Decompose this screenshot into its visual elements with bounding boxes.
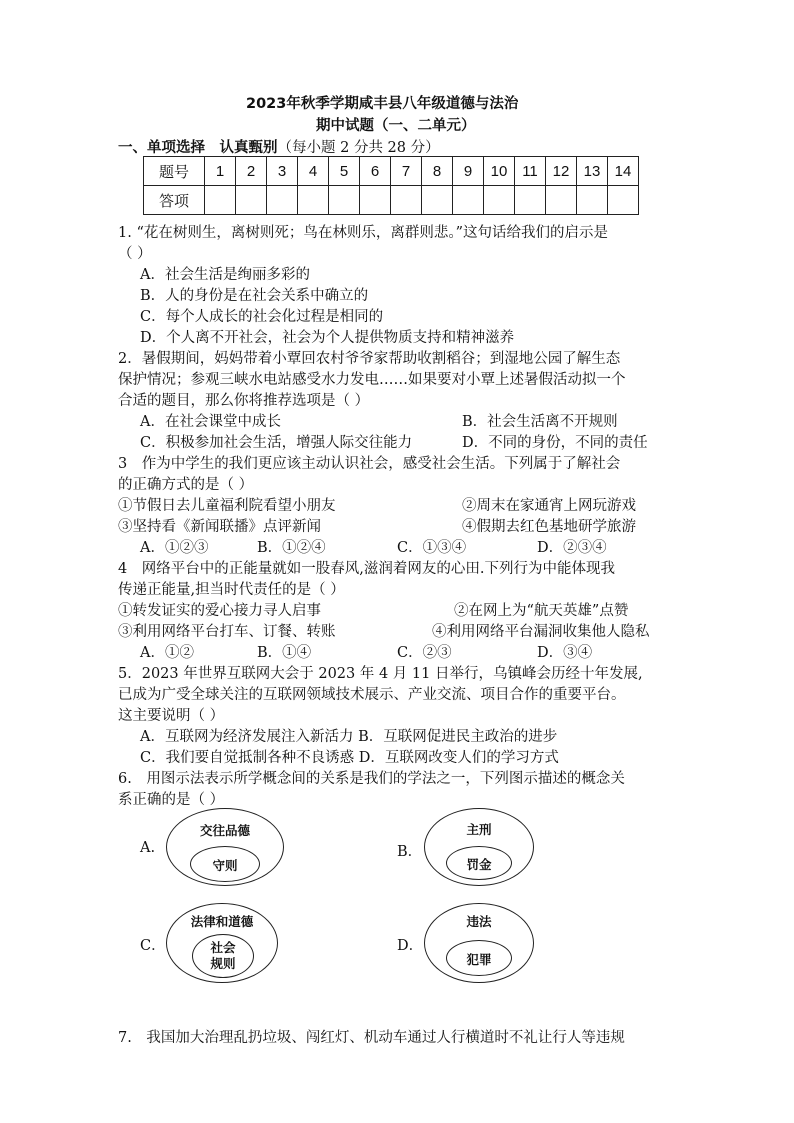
q3-line2: 的正确方式的是（ ） [118, 477, 254, 493]
q3-line1: 3 作为中学生的我们更应该主动认识社会，感受社会生活。下列属于了解社会 [118, 456, 621, 472]
q3-option-d: D．②③④ [537, 540, 607, 556]
q6-a-outer-label: 交往品德 [199, 823, 250, 838]
q5-line2: 已成为广受全球关注的互联网领域技术展示、产业交流、项目合作的重要平台。 [118, 687, 626, 703]
q6-option-c-letter: C． [140, 938, 166, 954]
q6-option-a-letter: A. [140, 840, 156, 856]
q4-statement-2: ②在网上为“航天英雄”点赞 [454, 603, 629, 619]
answer-grid-number: 11 [515, 157, 546, 186]
q3-statement-3: ③坚持看《新闻联播》点评新闻 [118, 519, 321, 535]
answer-grid-number: 14 [608, 157, 639, 186]
answer-cell[interactable] [577, 186, 608, 215]
q2-option-a: A．在社会课堂中成长 [140, 414, 281, 430]
q1-option-a: A．社会生活是绚丽多彩的 [140, 267, 310, 283]
answer-grid-number: 1 [205, 157, 236, 186]
q2-line1: 2．暑假期间，妈妈带着小覃回农村爷爷家帮助收割稻谷；到湿地公园了解生态 [118, 351, 621, 367]
q6-d-outer-label: 违法 [466, 914, 492, 929]
q6-b-inner-label: 罚金 [466, 857, 492, 872]
answer-cell[interactable] [360, 186, 391, 215]
answer-grid-number: 10 [484, 157, 515, 186]
q1-paren: （ ） [118, 246, 152, 262]
q6-c-inner-label-line1: 社会 [210, 940, 236, 955]
q4-line1: 4 网络平台中的正能量就如一股春风,滋润着网友的心田.下列行为中能体现我 [118, 561, 615, 577]
answer-grid-number: 13 [577, 157, 608, 186]
q2-option-d: D．不同的身份，不同的责任 [462, 435, 648, 451]
answer-cell[interactable] [608, 186, 639, 215]
q1-stem: 1. “花在树则生，离树则死；鸟在林则乐，离群则悲。”这句话给我们的启示是 [118, 225, 609, 241]
q5-options-ab: A．互联网为经济发展注入新活力 B．互联网促进民主政治的进步 [140, 729, 558, 745]
answer-grid-number-header: 题号 [144, 157, 205, 186]
q6-b-outer-label: 主刑 [466, 822, 492, 837]
q6-line1: 6. 用图示法表示所学概念间的关系是我们的学法之一，下列图示描述的概念关 [118, 771, 625, 787]
q3-statement-4: ④假期去红色基地研学旅游 [462, 519, 636, 535]
answer-cell[interactable] [515, 186, 546, 215]
q6-line2: 系正确的是（ ） [118, 792, 225, 808]
answer-grid-number: 4 [298, 157, 329, 186]
answer-grid [143, 156, 639, 215]
answer-cell[interactable] [236, 186, 267, 215]
q3-option-b: B．①②④ [257, 540, 326, 556]
q2-line3: 合适的题目，那么你将推荐选项是（ ） [118, 393, 370, 409]
answer-cell[interactable] [453, 186, 484, 215]
section-label: 一、单项选择 认真甄别 [118, 140, 278, 156]
answer-cell[interactable] [422, 186, 453, 215]
q4-option-b: B．①④ [257, 645, 312, 661]
q4-line2: 传递正能量,担当时代责任的是（ ） [118, 582, 345, 598]
answer-grid-number: 12 [546, 157, 577, 186]
answer-cell[interactable] [298, 186, 329, 215]
q4-option-a: A．①② [140, 645, 194, 661]
q5-options-cd: C．我们要自觉抵制各种不良诱惑 D．互联网改变人们的学习方式 [140, 750, 559, 766]
q4-statement-4: ④利用网络平台漏洞收集他人隐私 [432, 624, 650, 640]
q6-c-inner-label-line2: 规则 [210, 956, 236, 971]
exam-title-line2: 期中试题（一、二单元） [316, 118, 476, 134]
answer-cell[interactable] [484, 186, 515, 215]
q1-option-d: D．个人离不开社会，社会为个人提供物质支持和精神滋养 [140, 330, 515, 346]
answer-cell[interactable] [391, 186, 422, 215]
q1-option-c: C．每个人成长的社会化过程是相同的 [140, 309, 384, 325]
answer-grid-number: 5 [329, 157, 360, 186]
q4-statement-3: ③利用网络平台打车、订餐、转账 [118, 624, 336, 640]
answer-cell[interactable] [329, 186, 360, 215]
q3-option-c: C．①③④ [397, 540, 467, 556]
q5-line3: 这主要说明（ ） [118, 708, 225, 724]
section-heading [118, 136, 440, 157]
answer-grid-number: 8 [422, 157, 453, 186]
answer-grid-number: 9 [453, 157, 484, 186]
q4-statement-1: ①转发证实的爱心接力寻人启事 [118, 603, 321, 619]
section-note: （每小题 2 分共 28 分） [277, 140, 440, 156]
q3-option-a: A．①②③ [140, 540, 209, 556]
answer-grid-number-row [144, 157, 639, 186]
q3-statement-2: ②周末在家通宵上网玩游戏 [462, 498, 636, 514]
answer-grid-number: 2 [236, 157, 267, 186]
q2-option-c: C．积极参加社会生活，增强人际交往能力 [140, 435, 413, 451]
q3-statement-1: ①节假日去儿童福利院看望小朋友 [118, 498, 336, 514]
q5-line1: 5．2023 年世界互联网大会于 2023 年 4 月 11 日举行，乌镇峰会历经十年发展, [118, 666, 643, 682]
q6-c-inner-label [192, 940, 254, 972]
q4-option-d: D．③④ [537, 645, 593, 661]
q7-line1: 7. 我国加大治理乱扔垃圾、闯红灯、机动车通过人行横道时不礼让行人等违规 [118, 1030, 625, 1046]
q1-option-b: B．人的身份是在社会关系中确立的 [140, 288, 369, 304]
answer-grid-number: 3 [267, 157, 298, 186]
answer-cell[interactable] [205, 186, 236, 215]
answer-cell[interactable] [267, 186, 298, 215]
q6-c-outer-label: 法律和道德 [190, 914, 254, 929]
answer-grid-number: 6 [360, 157, 391, 186]
q6-option-d-letter: D． [397, 938, 424, 954]
q2-line2: 保护情况；参观三峡水电站感受水力发电……如果要对小覃上述暑假活动拟一个 [118, 372, 626, 388]
q2-option-b: B．社会生活离不开规则 [462, 414, 618, 430]
exam-title-line1: 2023年秋季学期咸丰县八年级道德与法治 [246, 96, 519, 112]
q6-a-inner-label: 守则 [212, 858, 238, 873]
answer-cell[interactable] [546, 186, 577, 215]
answer-grid-answer-header: 答项 [144, 186, 205, 215]
q6-option-b-letter: B． [397, 844, 423, 860]
q6-d-inner-label: 犯罪 [466, 952, 492, 967]
q4-option-c: C．②③ [397, 645, 452, 661]
answer-grid-number: 7 [391, 157, 422, 186]
answer-grid-answer-row [144, 186, 639, 215]
